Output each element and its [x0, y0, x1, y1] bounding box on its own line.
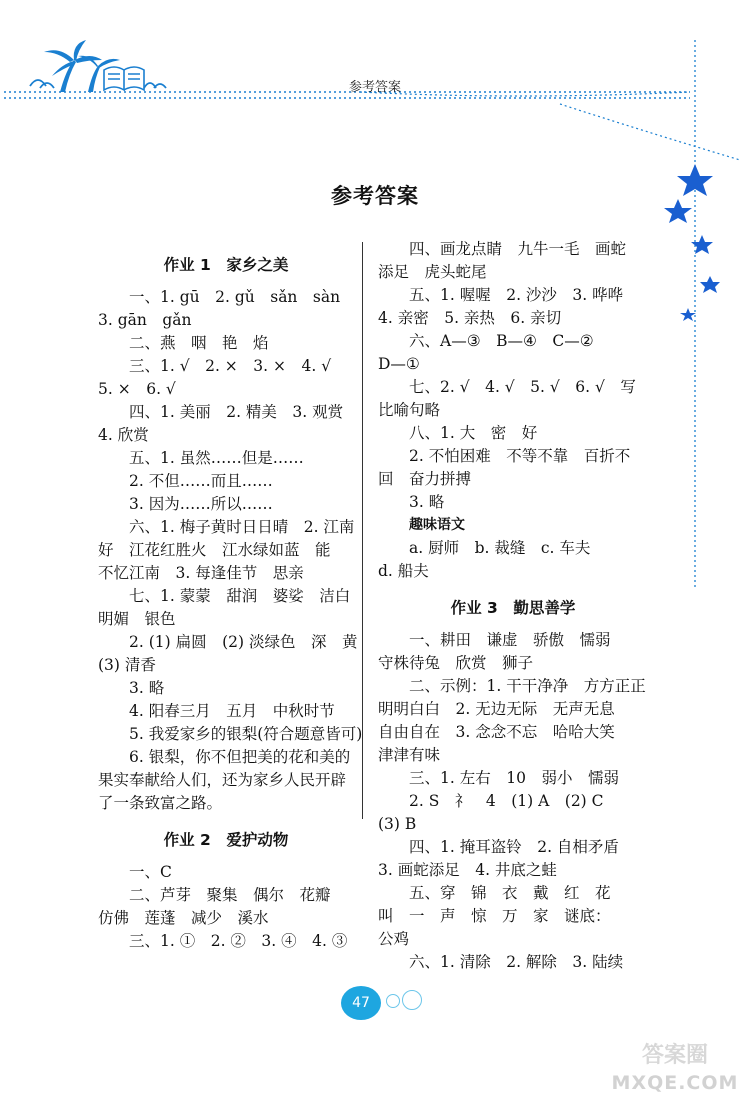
answer-line: 添足 虎头蛇尾 — [378, 263, 487, 281]
answer-line: 3. 因为……所以…… — [129, 495, 273, 513]
decorative-ring — [386, 994, 400, 1008]
answer-line: 六、1. 梅子黄时日日晴 2. 江南 — [129, 518, 355, 536]
answer-line: 5. × 6. √ — [98, 380, 176, 398]
answer-line: 二、芦芽 聚集 偶尔 花瓣 — [129, 886, 331, 904]
answer-line: 六、1. 清除 2. 解除 3. 陆续 — [409, 953, 624, 971]
answer-line: 七、2. √ 4. √ 5. √ 6. √ 写 — [409, 378, 636, 396]
answer-line: 回 奋力拼搏 — [378, 470, 472, 488]
answer-line: a. 厨师 b. 裁缝 c. 车夫 — [409, 539, 591, 557]
watermark-url: MXQE.COM — [611, 1072, 739, 1094]
answer-line: D—① — [378, 355, 420, 373]
answer-line: 了一条致富之路。 — [98, 794, 223, 812]
answer-line: 5. 我爱家乡的银梨(符合题意皆可) — [129, 725, 363, 743]
answer-line: 2. (1) 扁圆 (2) 淡绿色 深 黄 — [129, 633, 358, 651]
answer-line: 3. 画蛇添足 4. 井底之蛙 — [378, 861, 557, 879]
answer-line: 不忆江南 3. 每逢佳节 思亲 — [98, 564, 304, 582]
answer-line: 五、1. 喔喔 2. 沙沙 3. 哗哗 — [409, 286, 624, 304]
answer-line: 五、1. 虽然……但是…… — [129, 449, 304, 467]
star-icon — [691, 235, 713, 254]
answer-line: 明媚 银色 — [98, 610, 176, 628]
answer-line: 3. gān gǎn — [98, 311, 192, 329]
answer-line: 五、穿 锦 衣 戴 红 花 — [409, 884, 611, 902]
star-icon — [680, 308, 696, 321]
decorative-ring — [402, 990, 422, 1010]
answer-line: 自由自在 3. 念念不忘 哈哈大笑 — [378, 723, 615, 741]
page-number: 47 — [341, 986, 381, 1020]
answer-line: 4. 亲密 5. 亲热 6. 亲切 — [378, 309, 562, 327]
left-column — [98, 254, 363, 953]
answer-line: 3. 略 — [129, 679, 165, 697]
answer-line: 三、1. 左右 10 弱小 懦弱 — [409, 769, 619, 787]
answer-line: 6. 银梨，你不但把美的花和美的 — [129, 748, 351, 766]
answer-line: 四、画龙点睛 九牛一毛 画蛇 — [409, 240, 627, 258]
answer-line: 六、A—③ B—④ C—② — [409, 332, 594, 350]
answer-line: (3) B — [378, 815, 417, 833]
answer-line: 2. S 礻 4 (1) A (2) C — [409, 792, 604, 810]
answer-line: 3. 略 — [409, 493, 445, 511]
answer-line: 比喻句略 — [378, 401, 441, 419]
answer-line: 二、燕 咽 艳 焰 — [129, 334, 269, 352]
answer-line: 守株待兔 欣赏 狮子 — [378, 654, 534, 672]
section-heading: 作业 1 家乡之美 — [163, 256, 289, 274]
answer-line: 2. 不怕困难 不等不靠 百折不 — [409, 447, 631, 465]
answer-line: 明明白白 2. 无边无际 无声无息 — [378, 700, 615, 718]
answer-line: 好 江花红胜火 江水绿如蓝 能 — [98, 541, 331, 559]
right-column — [378, 238, 648, 974]
answer-line: 四、1. 掩耳盗铃 2. 自相矛盾 — [409, 838, 619, 856]
watermark-logo: 答案圈 — [641, 1043, 708, 1068]
answer-line: 三、1. √ 2. × 3. × 4. √ — [129, 357, 332, 375]
answer-line: 一、C — [129, 863, 172, 881]
answer-line: 果实奉献给人们，还为家乡人民开辟 — [98, 771, 347, 789]
answer-line: 叫 一 声 惊 万 家 谜底： — [378, 907, 611, 925]
page-title: 参考答案 — [331, 184, 419, 208]
answer-line: 4. 欣赏 — [98, 426, 149, 444]
column-divider — [362, 242, 363, 819]
answer-line: 4. 阳春三月 五月 中秋时节 — [129, 702, 335, 720]
section-heading: 作业 3 勤思善学 — [450, 599, 576, 617]
answer-line: 三、1. ① 2. ② 3. ④ 4. ③ — [129, 932, 348, 950]
answer-line: 七、1. 蒙蒙 甜润 婆娑 洁白 — [129, 587, 351, 605]
section-heading: 作业 2 爱护动物 — [163, 831, 289, 849]
answer-line: 津津有味 — [378, 746, 441, 764]
answer-line: 公鸡 — [378, 930, 410, 948]
star-icon — [700, 276, 720, 293]
header-label: 参考答案 — [348, 80, 401, 95]
answer-line: 一、1. gū 2. gǔ sǎn sàn — [129, 288, 341, 306]
answer-line: (3) 清香 — [98, 656, 156, 674]
answer-line: 二、示例：1. 干干净净 方方正正 — [409, 677, 646, 695]
answer-line: 2. 不但……而且…… — [129, 472, 273, 490]
subsection-heading: 趣味语文 — [409, 517, 465, 533]
answer-line: d. 船夫 — [378, 562, 429, 580]
answer-line: 一、耕田 谦虚 骄傲 懦弱 — [409, 631, 611, 649]
answer-line: 仿佛 莲蓬 减少 溪水 — [98, 909, 269, 927]
answer-line: 四、1. 美丽 2. 精美 3. 观赏 — [129, 403, 344, 421]
answer-line: 八、1. 大 密 好 — [409, 424, 538, 442]
